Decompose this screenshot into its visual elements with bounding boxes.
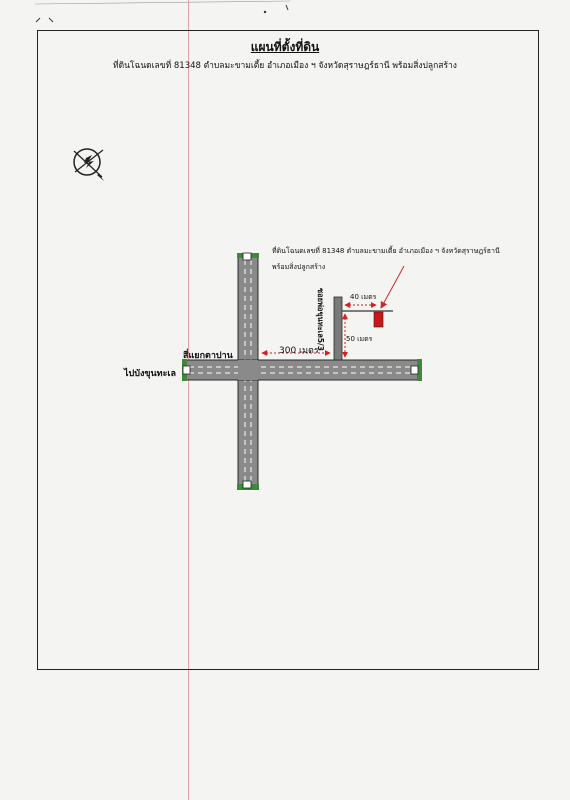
parcel-label-line1: ที่ดินโฉนดเลขที่ 81348 ตำบลมะขามเตี้ย อำเภอเมือง ฯ จังหวัดสุราษฎร์ธานี <box>272 247 500 255</box>
distance-label-300m: 300 เมตร <box>279 346 319 356</box>
junction-square <box>238 360 258 380</box>
soi-label: ซอยพ่อขุนทะเล5/3 <box>316 288 325 351</box>
map-subtitle: ที่ดินโฉนดเลขที่ 81348 ตำบลมะขามเตี้ย อำเภอเมือง ฯ จังหวัดสุราษฎร์ธานี พร้อมสิ่งปลูกสร้าง <box>113 61 457 71</box>
distance-label-40m: 40 เมตร <box>350 293 377 301</box>
distance-label-50m: 50 เมตร <box>346 335 373 343</box>
map-title: แผนที่ตั้งที่ดิน <box>250 40 320 54</box>
parcel-label-line2: พร้อมสิ่งปลูกสร้าง <box>272 263 326 271</box>
compass-north-arrow-icon <box>74 149 104 181</box>
road-soi <box>334 297 393 360</box>
junction-label: สี่แยกตาปาน <box>183 351 233 361</box>
destination-label: ไปบังขุนทะเล <box>124 369 177 379</box>
pointer-arrow <box>381 266 404 308</box>
road-horizontal-main <box>186 360 418 380</box>
plot-marker <box>374 312 383 327</box>
